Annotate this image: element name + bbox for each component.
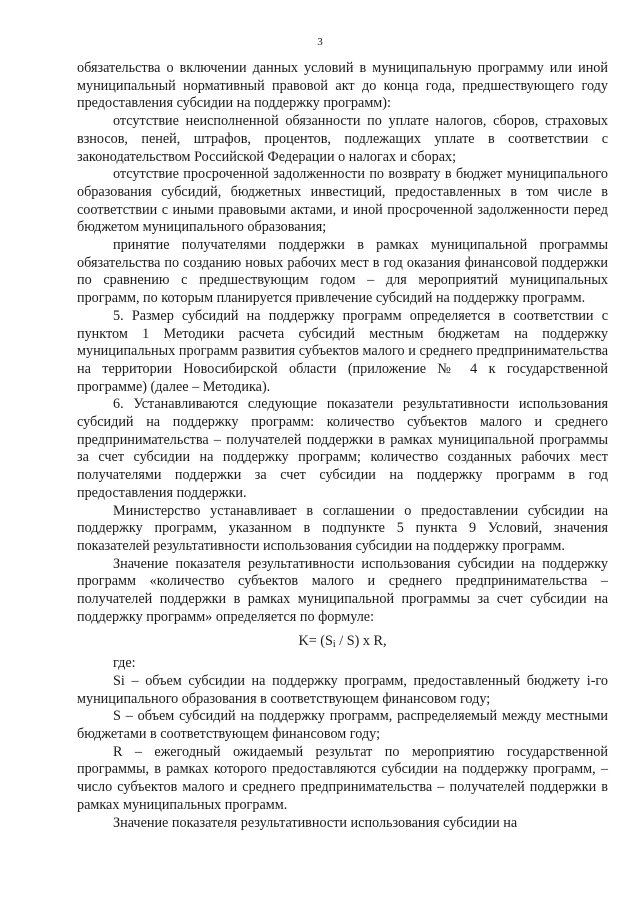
page-number: 3 <box>317 36 323 48</box>
paragraph-no-tax-debt: отсутствие неисполненной обязанности по уплате налогов, сборов, страховых взносов, пеней, штрафов, процентов, подлежащих уплате в соответствии с законодательством Российской Федерации о налогах и сборах; <box>77 113 608 165</box>
paragraph-intro-continuation: обязательства о включении данных условий в муниципальную программу или иной муниципальный нормативный правовой акт до конца года, предшествующего году предоставления субсидии на поддержку программ): <box>77 60 608 112</box>
paragraph-no-overdue-debt: отсутствие просроченной задолженности по возврату в бюджет муниципального образования субсидий, бюджетных инвестиций, предоставленных в том числе в соответствии с иными правовыми актами, и иной просроченной задолженности перед бюджетом муниципального образования; <box>77 166 608 236</box>
formula <box>77 633 608 651</box>
paragraph-item-6: 6. Устанавливаются следующие показатели результативности использования субсидий на поддержку программ: количество субъектов малого и среднего предпринимательства – получателей поддержки в рамках муниципальной программы за счет субсидии на поддержку программ; количество созданных рабочих мест получателями поддержки за счет субсидии на поддержку программ в год предоставления поддержки. <box>77 396 608 501</box>
formula-part-before: K= (S <box>298 632 333 649</box>
formula-part-after: / S) x R, <box>335 632 387 649</box>
definition-s: S – объем субсидий на поддержку программ, распределяемый между местными бюджетами в соответствующем финансовом году; <box>77 708 608 743</box>
definition-si: Si – объем субсидии на поддержку программ, предоставленный бюджету i-го муниципального образования в соответствующем финансовом году; <box>77 672 608 707</box>
paragraph-next-indicator: Значение показателя результативности использования субсидии на <box>113 814 518 831</box>
document-body <box>77 60 608 832</box>
definition-r: R – ежегодный ожидаемый результат по мероприятию государственной программы, в рамках которого предоставляются субсидии на поддержку программ, – число субъектов малого и среднего предпринимательства – получателей поддержки в рамках муниципальных программ. <box>77 743 608 813</box>
paragraph-ministry: Министерство устанавливает в соглашении о предоставлении субсидии на поддержку программ, указанном в подпункте 5 пункта 9 Условий, значения показателей результативности использования субсидии на поддержку программ. <box>77 502 608 554</box>
paragraph-item-5: 5. Размер субсидий на поддержку программ определяется в соответствии с пунктом 1 Методики расчета субсидий местным бюджетам на поддержку муниципальных программ развития субъектов малого и среднего предпринимательства на территории Новосибирской области (приложение № 4 к государственной программе) (далее – Методика). <box>77 307 608 395</box>
paragraph-indicator-value: Значение показателя результативности использования субсидии на поддержку программ «количество субъектов малого и среднего предпринимательства – получателей поддержки в рамках муниципальной программы за счет субсидии на поддержку программ» определяется по формуле: <box>77 555 608 625</box>
where-label: где: <box>113 655 136 672</box>
formula-subscript: i <box>332 638 336 650</box>
paragraph-new-jobs-obligation: принятие получателями поддержки в рамках муниципальной программы обязательства по созданию новых рабочих мест в год оказания финансовой поддержки по сравнению с предшествующим годом – для мероприятий муниципальных программ, по которым планируется привлечение субсидий на поддержку программ. <box>77 237 608 307</box>
